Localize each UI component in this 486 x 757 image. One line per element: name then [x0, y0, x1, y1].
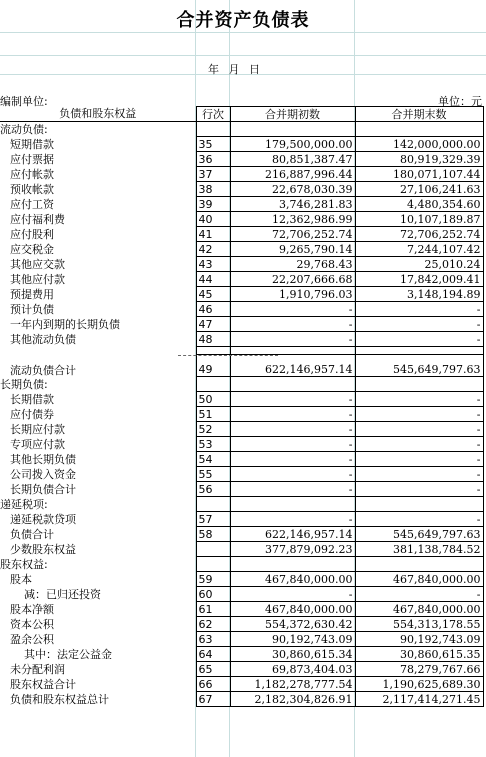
opening-value: 1,182,278,777.54: [230, 677, 355, 692]
table-row: [0, 692, 483, 707]
table-row: [0, 437, 483, 452]
row-label: 其他应付款: [0, 272, 196, 287]
row-label: 减：已归还投资: [0, 587, 196, 602]
row-number: 41: [196, 227, 230, 242]
row-label: 短期借款: [0, 137, 196, 152]
grid-line: [0, 55, 486, 56]
column-header: 合并期初数: [230, 107, 355, 122]
closing-value: 7,244,107.42: [355, 242, 483, 257]
row-number: 36: [196, 152, 230, 167]
row-label: 应付票据: [0, 152, 196, 167]
closing-value: 554,313,178.55: [355, 617, 483, 632]
row-number: 59: [196, 572, 230, 587]
table-row: [0, 242, 483, 257]
row-label: 未分配利润: [0, 662, 196, 677]
opening-value: 22,207,666.68: [230, 272, 355, 287]
opening-value: 622,146,957.14: [230, 527, 355, 542]
table-row: [0, 647, 483, 662]
row-number: 52: [196, 422, 230, 437]
opening-value: 216,887,996.44: [230, 167, 355, 182]
opening-value: -: [230, 332, 355, 347]
table-row: [0, 542, 483, 557]
table-row: [0, 587, 483, 602]
closing-value: 17,842,009.41: [355, 272, 483, 287]
opening-value: -: [230, 392, 355, 407]
row-label: 长期负债合计: [0, 482, 196, 497]
grid-line: [0, 32, 486, 33]
closing-value: 545,649,797.63: [355, 527, 483, 542]
row-label: 其他应交款: [0, 257, 196, 272]
closing-value: 27,106,241.63: [355, 182, 483, 197]
row-number: [196, 557, 230, 572]
report-title: 合并资产负债表: [176, 10, 310, 31]
row-number: 37: [196, 167, 230, 182]
row-label: 其他流动负债: [0, 332, 196, 347]
row-number: [196, 497, 230, 512]
opening-value: 80,851,387.47: [230, 152, 355, 167]
row-number: 39: [196, 197, 230, 212]
table-row: [0, 662, 483, 677]
row-number: 47: [196, 317, 230, 332]
row-label: 应付帐款: [0, 167, 196, 182]
table-row: [0, 407, 483, 422]
row-label: 股本: [0, 572, 196, 587]
opening-value: 467,840,000.00: [230, 572, 355, 587]
row-label: 长期借款: [0, 392, 196, 407]
row-number: 67: [196, 692, 230, 707]
row-number: 45: [196, 287, 230, 302]
closing-value: -: [355, 587, 483, 602]
row-label: 应付工资: [0, 197, 196, 212]
closing-value: [355, 377, 483, 392]
row-label: 股东权益合计: [0, 677, 196, 692]
section-row: [0, 377, 483, 392]
row-number: 63: [196, 632, 230, 647]
row-number: 65: [196, 662, 230, 677]
row-label: [0, 347, 196, 355]
closing-value: 30,860,615.35: [355, 647, 483, 662]
row-label: 预计负债: [0, 302, 196, 317]
table-row: [0, 167, 483, 182]
row-number: 58: [196, 527, 230, 542]
closing-value: -: [355, 482, 483, 497]
table-row: [0, 332, 483, 347]
closing-value: [355, 122, 483, 137]
opening-value: [230, 347, 355, 355]
row-number: 49: [196, 355, 230, 377]
row-number: 60: [196, 587, 230, 602]
row-number: 42: [196, 242, 230, 257]
closing-value: 80,919,329.39: [355, 152, 483, 167]
opening-value: 554,372,630.42: [230, 617, 355, 632]
row-label: 少数股东权益: [0, 542, 196, 557]
table-row: [0, 137, 483, 152]
row-label: 递延税款贷项: [0, 512, 196, 527]
table-row: [0, 212, 483, 227]
closing-value: 72,706,252.74: [355, 227, 483, 242]
column-header: 行次: [196, 107, 230, 122]
section-row: [0, 557, 483, 572]
row-number: 54: [196, 452, 230, 467]
row-number: 44: [196, 272, 230, 287]
row-label: 盈余公积: [0, 632, 196, 647]
opening-value: -: [230, 512, 355, 527]
closing-value: -: [355, 437, 483, 452]
row-label: 流动负债合计: [0, 355, 196, 377]
opening-value: 12,362,986.99: [230, 212, 355, 227]
row-label: 递延税项:: [0, 497, 196, 512]
column-header: 负债和股东权益: [0, 107, 196, 122]
opening-value: -: [230, 302, 355, 317]
opening-value: [230, 557, 355, 572]
closing-value: 78,279,767.66: [355, 662, 483, 677]
opening-value: 29,768.43: [230, 257, 355, 272]
opening-value: -: [230, 467, 355, 482]
opening-value: 3,746,281.83: [230, 197, 355, 212]
row-number: 55: [196, 467, 230, 482]
row-label: 资本公积: [0, 617, 196, 632]
closing-value: [355, 557, 483, 572]
row-label: 预提费用: [0, 287, 196, 302]
opening-value: [230, 377, 355, 392]
opening-value: 377,879,092.23: [230, 542, 355, 557]
row-label: 一年内到期的长期负债: [0, 317, 196, 332]
row-label: 股东权益:: [0, 557, 196, 572]
row-number: 40: [196, 212, 230, 227]
table-row: [0, 302, 483, 317]
section-row: [0, 122, 483, 137]
row-label: 负债合计: [0, 527, 196, 542]
row-number: [196, 377, 230, 392]
table-row: [0, 197, 483, 212]
table-row: [0, 347, 483, 355]
opening-value: -: [230, 452, 355, 467]
opening-value: 90,192,743.09: [230, 632, 355, 647]
balance-sheet-table: [0, 106, 484, 707]
unit-label: 单位：元: [438, 95, 482, 108]
closing-value: 10,107,189.87: [355, 212, 483, 227]
table-row: [0, 287, 483, 302]
closing-value: 467,840,000.00: [355, 572, 483, 587]
row-number: [196, 347, 230, 355]
closing-value: -: [355, 422, 483, 437]
closing-value: 142,000,000.00: [355, 137, 483, 152]
table-row: [0, 152, 483, 167]
opening-value: 179,500,000.00: [230, 137, 355, 152]
opening-value: 1,910,796.03: [230, 287, 355, 302]
row-number: 51: [196, 407, 230, 422]
row-label: 长期应付款: [0, 422, 196, 437]
table-row: [0, 272, 483, 287]
table-row: [0, 512, 483, 527]
opening-value: 30,860,615.34: [230, 647, 355, 662]
row-number: 56: [196, 482, 230, 497]
row-number: [196, 542, 230, 557]
closing-value: 467,840,000.00: [355, 602, 483, 617]
row-number: 35: [196, 137, 230, 152]
closing-value: 180,071,107.44: [355, 167, 483, 182]
table-row: [0, 392, 483, 407]
row-number: 38: [196, 182, 230, 197]
closing-value: -: [355, 407, 483, 422]
closing-value: -: [355, 392, 483, 407]
opening-value: -: [230, 482, 355, 497]
table-row: [0, 227, 483, 242]
row-label: 股本净额: [0, 602, 196, 617]
closing-value: 2,117,414,271.45: [355, 692, 483, 707]
section-row: [0, 497, 483, 512]
dashed-selection-marker: [178, 355, 278, 356]
row-number: 50: [196, 392, 230, 407]
opening-value: -: [230, 587, 355, 602]
closing-value: [355, 497, 483, 512]
opening-value: 9,265,790.14: [230, 242, 355, 257]
opening-value: [230, 497, 355, 512]
row-label: 其中：法定公益金: [0, 647, 196, 662]
closing-value: 90,192,743.09: [355, 632, 483, 647]
table-row: [0, 632, 483, 647]
closing-value: 4,480,354.60: [355, 197, 483, 212]
opening-value: -: [230, 422, 355, 437]
opening-value: 2,182,304,826.91: [230, 692, 355, 707]
table-row: [0, 602, 483, 617]
closing-value: 1,190,625,689.30: [355, 677, 483, 692]
table-row: [0, 527, 483, 542]
closing-value: 25,010.24: [355, 257, 483, 272]
closing-value: -: [355, 452, 483, 467]
opening-value: 622,146,957.14: [230, 355, 355, 377]
row-number: 66: [196, 677, 230, 692]
table-row: [0, 617, 483, 632]
row-number: 46: [196, 302, 230, 317]
table-header: [0, 107, 483, 122]
closing-value: 545,649,797.63: [355, 355, 483, 377]
table-row: [0, 467, 483, 482]
opening-value: [230, 122, 355, 137]
closing-value: 381,138,784.52: [355, 542, 483, 557]
closing-value: -: [355, 302, 483, 317]
closing-value: 3,148,194.89: [355, 287, 483, 302]
table-row: [0, 257, 483, 272]
closing-value: -: [355, 317, 483, 332]
header-info: [0, 93, 486, 106]
table-row: [0, 422, 483, 437]
row-label: 流动负债:: [0, 122, 196, 137]
table-row: [0, 482, 483, 497]
closing-value: -: [355, 512, 483, 527]
row-label: 预收帐款: [0, 182, 196, 197]
row-number: 62: [196, 617, 230, 632]
closing-value: [355, 347, 483, 355]
table-row: [0, 452, 483, 467]
closing-value: -: [355, 467, 483, 482]
row-label: 应交税金: [0, 242, 196, 257]
closing-value: -: [355, 332, 483, 347]
row-number: 57: [196, 512, 230, 527]
row-label: 公司拨入资金: [0, 467, 196, 482]
opening-value: -: [230, 437, 355, 452]
row-label: 应付福利费: [0, 212, 196, 227]
table-row: [0, 317, 483, 332]
row-number: 61: [196, 602, 230, 617]
opening-value: -: [230, 317, 355, 332]
opening-value: 467,840,000.00: [230, 602, 355, 617]
opening-value: 22,678,030.39: [230, 182, 355, 197]
row-number: 53: [196, 437, 230, 452]
row-number: 48: [196, 332, 230, 347]
table-row: [0, 355, 483, 377]
row-label: 专项应付款: [0, 437, 196, 452]
table-row: [0, 182, 483, 197]
row-number: 43: [196, 257, 230, 272]
report-date: 年 月 日: [208, 63, 260, 76]
row-label: 负债和股东权益总计: [0, 692, 196, 707]
table-row: [0, 677, 483, 692]
opening-value: 69,873,404.03: [230, 662, 355, 677]
table-row: [0, 572, 483, 587]
org-label: 编制单位:: [0, 95, 48, 108]
column-header: 合并期末数: [355, 107, 483, 122]
row-label: 其他长期负债: [0, 452, 196, 467]
row-label: 应付股利: [0, 227, 196, 242]
row-label: 应付债券: [0, 407, 196, 422]
row-number: 64: [196, 647, 230, 662]
opening-value: -: [230, 407, 355, 422]
row-label: 长期负债:: [0, 377, 196, 392]
row-number: [196, 122, 230, 137]
opening-value: 72,706,252.74: [230, 227, 355, 242]
